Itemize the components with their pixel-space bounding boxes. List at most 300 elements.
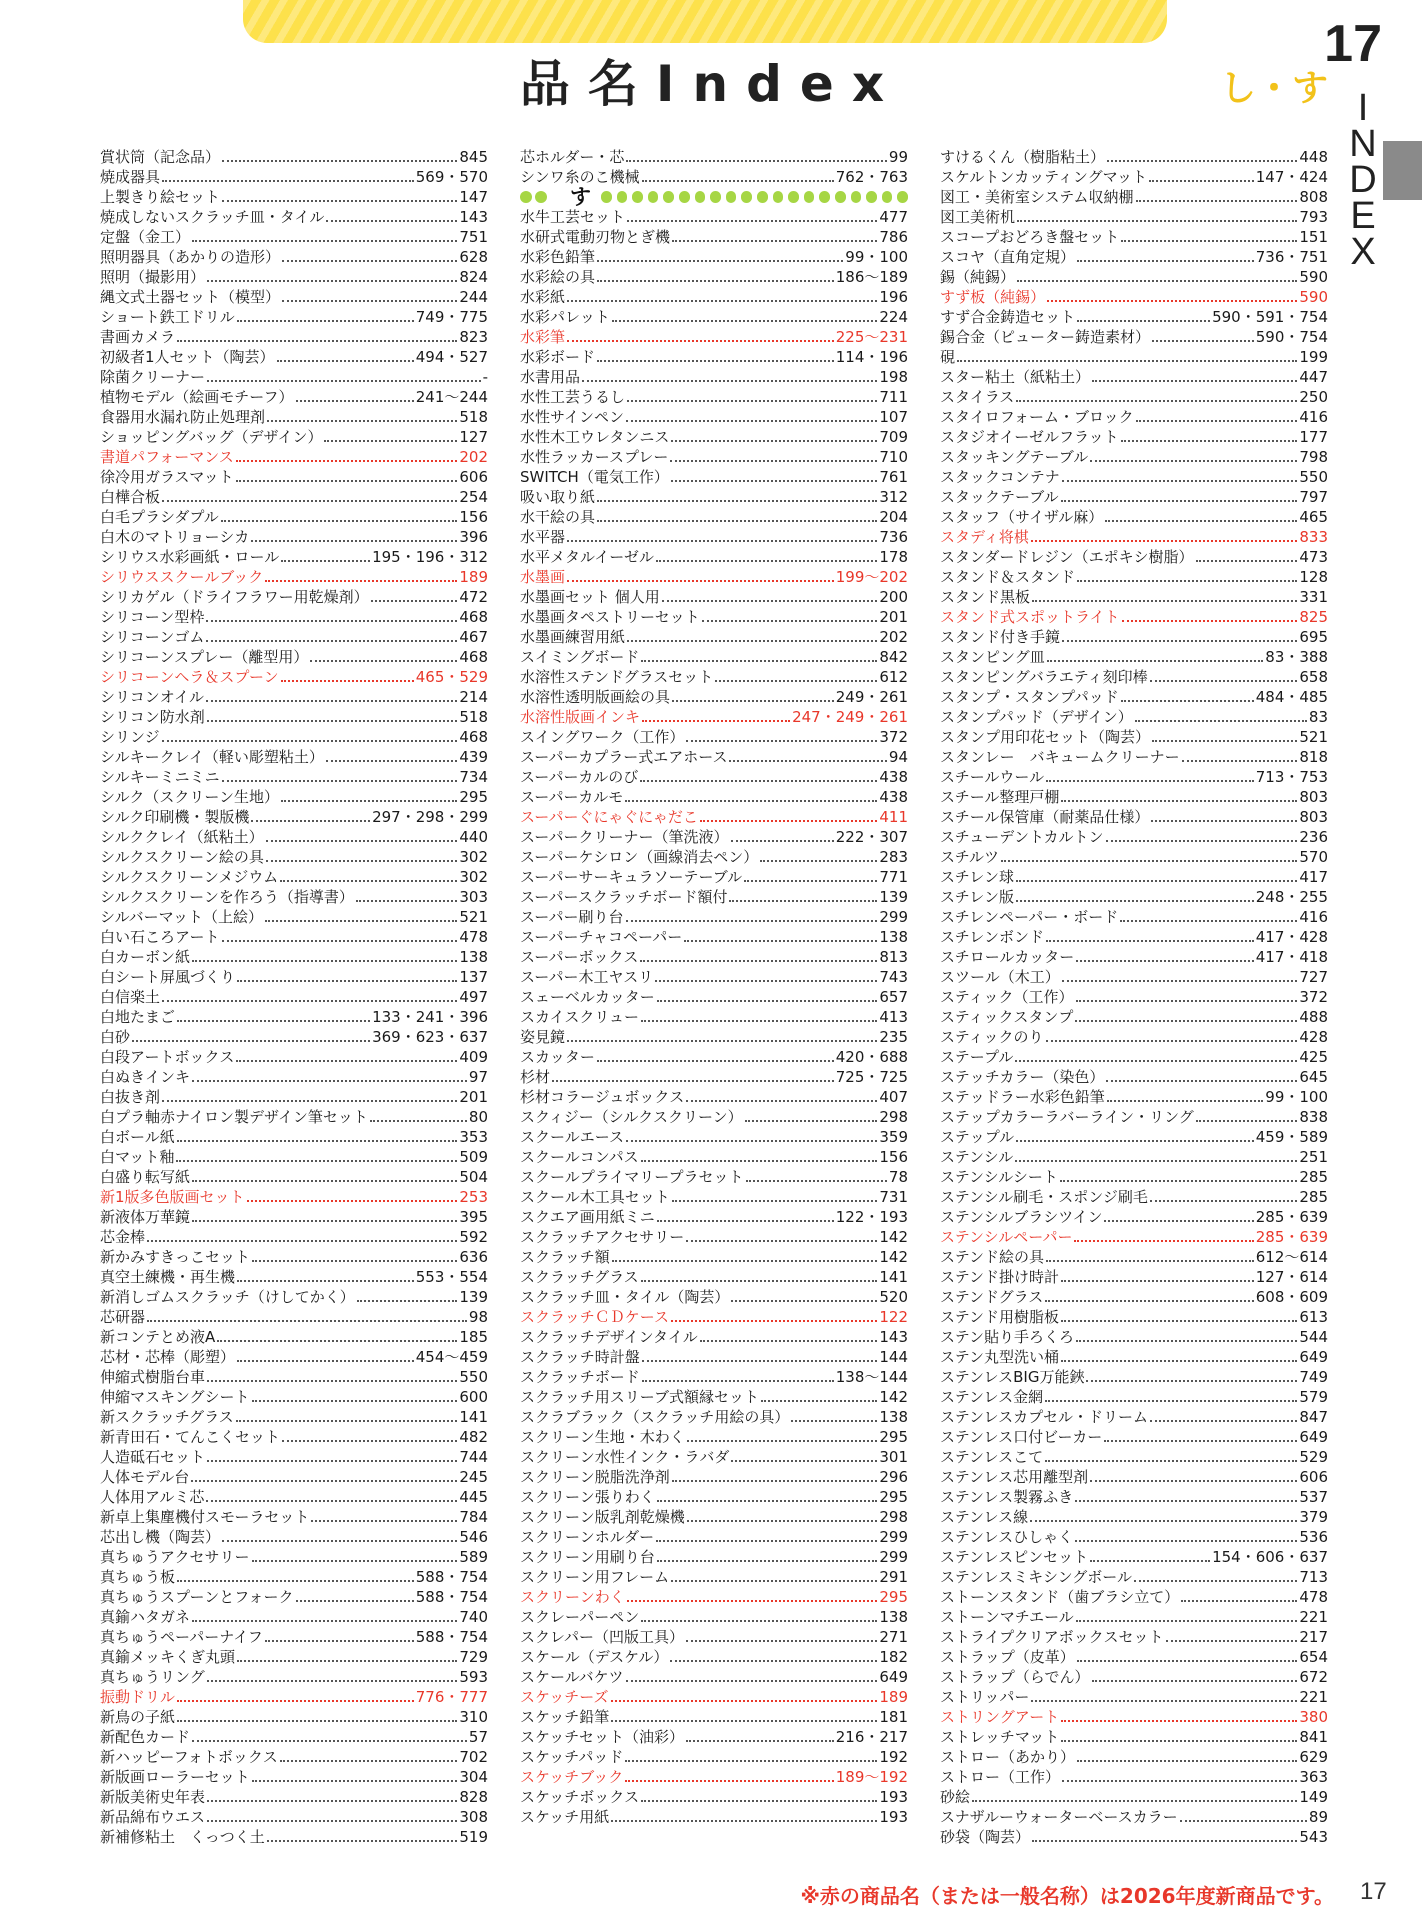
leader-dots — [177, 1580, 414, 1582]
index-entry — [520, 247, 908, 267]
leader-dots — [1104, 1440, 1297, 1442]
entry-page: 80 — [468, 1108, 488, 1126]
entry-name: ステップル — [940, 1128, 1015, 1146]
index-entry — [100, 747, 488, 767]
entry-name: 新品綿布ウエス — [100, 1808, 206, 1826]
entry-page: 254 — [459, 488, 488, 506]
entry-page: 537 — [1299, 1488, 1328, 1506]
leader-dots — [1045, 1400, 1297, 1402]
entry-page: 553・554 — [415, 1268, 488, 1286]
entry-name: 杉材 — [520, 1068, 551, 1086]
index-entry — [100, 687, 488, 707]
entry-page: 156 — [879, 1148, 908, 1166]
entry-name: 新版美術史年表 — [100, 1788, 206, 1806]
entry-page: 312 — [879, 488, 908, 506]
entry-name: スクラブラック（スクラッチ用絵の具） — [520, 1408, 790, 1426]
index-entry — [100, 1227, 488, 1247]
index-entry — [940, 167, 1328, 187]
entry-name: ステンレス線 — [940, 1508, 1029, 1526]
leader-dots — [1151, 820, 1297, 822]
index-entry — [520, 727, 908, 747]
index-entry — [520, 1067, 908, 1087]
leader-dots — [356, 900, 457, 902]
entry-page: 803 — [1299, 808, 1328, 826]
leader-dots — [280, 1760, 458, 1762]
index-entry — [940, 1127, 1328, 1147]
index-entry — [940, 987, 1328, 1007]
index-entry — [100, 467, 488, 487]
entry-name: 白抜き剤 — [100, 1088, 161, 1106]
index-entry — [520, 1247, 908, 1267]
entry-name: スナザルーウォーターベースカラー — [940, 1808, 1178, 1826]
leader-dots — [267, 1840, 458, 1842]
index-entry — [100, 327, 488, 347]
entry-page: 838 — [1299, 1108, 1328, 1126]
entry-name: ステンド掛け時計 — [940, 1268, 1059, 1286]
index-entry — [100, 807, 488, 827]
entry-name: 図工美術机 — [940, 208, 1016, 226]
leader-dots — [731, 1300, 877, 1302]
entry-page: 786 — [879, 228, 908, 246]
entry-page: 798 — [1299, 448, 1328, 466]
leader-dots — [1030, 1520, 1297, 1522]
leader-dots — [1106, 1080, 1297, 1082]
index-entry — [100, 1027, 488, 1047]
leader-dots — [1136, 200, 1298, 202]
entry-page: 695 — [1299, 628, 1328, 646]
entry-name: スカイスクリュー — [520, 1008, 639, 1026]
index-entry — [940, 607, 1328, 627]
entry-page: 518 — [459, 408, 488, 426]
index-entry — [520, 1567, 908, 1587]
entry-page: 509 — [459, 1148, 488, 1166]
entry-name: スコープおどろき盤セット — [940, 228, 1120, 246]
entry-name: スクリーン生地・木わく — [520, 1428, 685, 1446]
leader-dots — [729, 760, 886, 762]
leader-dots — [1092, 1680, 1298, 1682]
leader-dots — [162, 1100, 457, 1102]
index-entry — [520, 387, 908, 407]
leader-dots — [597, 520, 877, 522]
index-entry — [100, 207, 488, 227]
index-entry — [100, 1547, 488, 1567]
index-entry — [520, 487, 908, 507]
entry-page: 657 — [879, 988, 908, 1006]
entry-name: ステンレスカプセル・ドリーム — [940, 1408, 1148, 1426]
index-entry — [520, 227, 908, 247]
entry-page: 221 — [1299, 1688, 1328, 1706]
entry-name: スケッチパッド — [520, 1748, 624, 1766]
leader-dots — [1150, 1420, 1297, 1422]
leader-dots — [281, 800, 457, 802]
entry-name: スクール木工具セット — [520, 1188, 670, 1206]
index-entry — [520, 1107, 908, 1127]
index-entry — [100, 587, 488, 607]
entry-name: シリコーンスプレー（離型用） — [100, 648, 309, 666]
entry-page: 467 — [459, 628, 488, 646]
index-entry — [100, 407, 488, 427]
index-entry — [940, 1807, 1328, 1827]
entry-name: 水牛工芸セット — [520, 208, 626, 226]
index-entry — [100, 967, 488, 987]
index-entry — [100, 1447, 488, 1467]
index-entry — [100, 1007, 488, 1027]
leader-dots — [192, 1620, 457, 1622]
entry-page: 734 — [459, 768, 488, 786]
leader-dots — [177, 1720, 457, 1722]
leader-dots — [251, 540, 457, 542]
entry-page: 478 — [1299, 1588, 1328, 1606]
index-entry — [100, 547, 488, 567]
entry-page: 519 — [459, 1828, 488, 1846]
index-entry — [520, 607, 908, 627]
entry-name: 人体用アルミ芯 — [100, 1488, 205, 1506]
entry-name: スタイラス — [940, 388, 1015, 406]
entry-name: シルクスクリーンを作ろう（指導書） — [100, 888, 354, 906]
index-entry — [940, 827, 1328, 847]
index-entry — [520, 447, 908, 467]
leader-dots — [761, 1400, 877, 1402]
index-entry — [940, 627, 1328, 647]
entry-page: 593 — [459, 1668, 488, 1686]
leader-dots — [206, 640, 457, 642]
entry-name: スクラッチ額 — [520, 1248, 610, 1266]
index-entry — [520, 667, 908, 687]
entry-name: スタッキングテーブル — [940, 448, 1089, 466]
leader-dots — [1045, 1300, 1254, 1302]
section-dots-right — [601, 191, 908, 203]
entry-name: ストーンマチエール — [940, 1608, 1074, 1626]
entry-page: 445 — [459, 1488, 488, 1506]
leader-dots — [672, 700, 834, 702]
entry-name: ストロー（あかり） — [940, 1748, 1076, 1766]
entry-page: 89 — [1308, 1808, 1328, 1826]
entry-name: シリコーンゴム — [100, 628, 205, 646]
index-entry — [940, 1447, 1328, 1467]
leader-dots — [277, 360, 414, 362]
leader-dots — [552, 1080, 834, 1082]
entry-page: 395 — [459, 1208, 488, 1226]
index-entry — [940, 1567, 1328, 1587]
index-entry — [520, 747, 908, 767]
entry-page: 749・775 — [415, 308, 488, 326]
entry-name: スタンプ用印花セット（陶芸） — [940, 728, 1151, 746]
index-entry — [520, 647, 908, 667]
entry-page: 299 — [879, 908, 908, 926]
entry-name: 人体モデル台 — [100, 1468, 190, 1486]
leader-dots — [686, 1240, 877, 1242]
index-entry — [100, 767, 488, 787]
entry-name: 白信楽土 — [100, 988, 161, 1006]
leader-dots — [176, 1160, 457, 1162]
entry-page: 304 — [459, 1768, 488, 1786]
leader-dots — [640, 780, 877, 782]
entry-name: 砂袋（陶芸） — [940, 1828, 1031, 1846]
leader-dots — [281, 680, 414, 682]
entry-page: 784 — [459, 1508, 488, 1526]
entry-name: 新版画ローラーセット — [100, 1768, 250, 1786]
index-entry — [520, 1287, 908, 1307]
entry-name: すず合金鋳造セット — [940, 308, 1076, 326]
entry-page: 590 — [1299, 288, 1328, 306]
leader-dots — [1016, 1140, 1254, 1142]
leader-dots — [192, 1220, 457, 1222]
entry-page: 204 — [879, 508, 908, 526]
entry-name: 白カーボン紙 — [100, 948, 191, 966]
index-entry — [940, 1407, 1328, 1427]
entry-page: 217 — [1299, 1628, 1328, 1646]
leader-dots — [1107, 1100, 1264, 1102]
index-entry — [100, 1567, 488, 1587]
entry-name: ストライプクリアボックスセット — [940, 1628, 1164, 1646]
entry-name: すず板（純錫） — [940, 288, 1046, 306]
entry-name: スイングワーク（工作） — [520, 728, 685, 746]
index-entry — [100, 1747, 488, 1767]
entry-name: 白樺合板 — [100, 488, 161, 506]
entry-page: 185 — [459, 1328, 488, 1346]
entry-page: 484・485 — [1255, 688, 1328, 706]
entry-name: 水性サインペン — [520, 408, 624, 426]
entry-name: スター粘土（紙粘土） — [940, 368, 1091, 386]
index-entry — [100, 1647, 488, 1667]
entry-page: 142 — [879, 1388, 908, 1406]
entry-name: スーパーケシロン（画線消去ペン） — [520, 848, 759, 866]
leader-dots — [1120, 920, 1297, 922]
entry-page: 138～144 — [835, 1368, 908, 1386]
entry-name: スチューデントカルトン — [940, 828, 1104, 846]
entry-name: スタンダードレジン（エポキシ樹脂） — [940, 548, 1194, 566]
leader-dots — [1047, 660, 1264, 662]
entry-page: 413 — [879, 1008, 908, 1026]
index-entry — [520, 1167, 908, 1187]
index-entry — [940, 927, 1328, 947]
index-entry — [520, 627, 908, 647]
leader-dots — [1077, 1660, 1298, 1662]
index-entry — [100, 1287, 488, 1307]
entry-page: 672 — [1299, 1668, 1328, 1686]
entry-page: 98 — [468, 1308, 488, 1326]
entry-page: 142 — [879, 1228, 908, 1246]
entry-page: 762・763 — [835, 168, 908, 186]
entry-page: 588・754 — [415, 1568, 488, 1586]
entry-name: 照明（撮影用） — [100, 268, 206, 286]
index-entry — [940, 727, 1328, 747]
leader-dots — [147, 1320, 467, 1322]
entry-page: 713・753 — [1255, 768, 1328, 786]
entry-page: 295 — [879, 1428, 908, 1446]
leader-dots — [296, 1600, 414, 1602]
entry-name: スクリーンわく — [520, 1588, 625, 1606]
index-entry — [520, 1787, 908, 1807]
leader-dots — [207, 280, 457, 282]
leader-dots — [162, 500, 457, 502]
entry-name: スクリーン張りわく — [520, 1488, 655, 1506]
entry-page: 202 — [879, 628, 908, 646]
entry-name: 水性工芸うるし — [520, 388, 626, 406]
leader-dots — [177, 1140, 458, 1142]
entry-page: 649 — [1299, 1348, 1328, 1366]
leader-dots — [972, 1800, 1297, 1802]
leader-dots — [1015, 1060, 1297, 1062]
index-entry — [940, 847, 1328, 867]
leader-dots — [686, 1740, 834, 1742]
index-entry — [100, 1307, 488, 1327]
leader-dots — [641, 1800, 877, 1802]
entry-page: 417 — [1299, 868, 1328, 886]
entry-page: 114・196 — [835, 348, 908, 366]
entry-page: 143 — [459, 208, 488, 226]
leader-dots — [627, 220, 877, 222]
entry-page: 372 — [1299, 988, 1328, 1006]
leader-dots — [611, 1820, 877, 1822]
entry-name: 白マット釉 — [100, 1148, 175, 1166]
entry-name: スクラッチグラス — [520, 1268, 639, 1286]
entry-page: 613 — [1299, 1308, 1328, 1326]
index-entry — [100, 1327, 488, 1347]
leader-dots — [715, 680, 877, 682]
entry-page: 761 — [879, 468, 908, 486]
index-entry — [940, 1627, 1328, 1647]
leader-dots — [567, 540, 877, 542]
entry-page: 372 — [879, 728, 908, 746]
entry-name: スクィジー（シルクスクリーン） — [520, 1108, 743, 1126]
index-entry — [940, 247, 1328, 267]
index-entry — [100, 427, 488, 447]
leader-dots — [265, 920, 457, 922]
entry-name: 姿見鏡 — [520, 1028, 566, 1046]
index-entry — [520, 947, 908, 967]
entry-name: ストラップ（らでん） — [940, 1668, 1090, 1686]
entry-name: ステン貼り手ろくろ — [940, 1328, 1074, 1346]
entry-page: 813 — [879, 948, 908, 966]
leader-dots — [626, 1140, 877, 1142]
leader-dots — [1046, 1260, 1254, 1262]
leader-dots — [1075, 1500, 1297, 1502]
index-entry — [520, 1367, 908, 1387]
index-entry — [520, 847, 908, 867]
index-entry — [940, 1747, 1328, 1767]
index-entry — [940, 907, 1328, 927]
entry-page: 544 — [1299, 1328, 1328, 1346]
entry-page: 199～202 — [835, 568, 908, 586]
entry-name: 芯ホルダー・芯 — [520, 148, 625, 166]
leader-dots — [1150, 1200, 1298, 1202]
index-entry — [100, 1667, 488, 1687]
entry-page: 177 — [1299, 428, 1328, 446]
index-entry — [520, 1307, 908, 1327]
entry-page: 122・193 — [835, 1208, 908, 1226]
index-entry — [940, 507, 1328, 527]
entry-name: ステッドラー水彩色鉛筆 — [940, 1088, 1105, 1106]
entry-name: スタディ将棋 — [940, 528, 1029, 546]
index-entry — [520, 767, 908, 787]
entry-name: 縄文式土器セット（模型） — [100, 288, 281, 306]
entry-name: スクラッチ時計盤 — [520, 1348, 640, 1366]
index-entry — [100, 167, 488, 187]
entry-page: 137 — [459, 968, 488, 986]
leader-dots — [237, 320, 414, 322]
index-entry — [100, 367, 488, 387]
entry-page: 128 — [1299, 568, 1328, 586]
entry-name: スタイロフォーム・ブロック — [940, 408, 1134, 426]
entry-name: スクレパー（凹版工具） — [520, 1628, 684, 1646]
leader-dots — [627, 400, 877, 402]
entry-page: 731 — [879, 1188, 908, 1206]
entry-page: 285・639 — [1255, 1208, 1328, 1226]
entry-name: ステンシル — [940, 1148, 1014, 1166]
index-letter: N — [1349, 123, 1377, 165]
entry-page: 301 — [879, 1448, 908, 1466]
entry-page: 302 — [459, 868, 488, 886]
entry-page: 590 — [1299, 268, 1328, 286]
entry-name: スケルトンカッティングマット — [940, 168, 1148, 186]
entry-name: 芯出し機（陶芸） — [100, 1528, 221, 1546]
leader-dots — [627, 640, 877, 642]
entry-page: 192 — [879, 1748, 908, 1766]
leader-dots — [1031, 540, 1298, 542]
leader-dots — [1061, 800, 1297, 802]
leader-dots — [656, 560, 877, 562]
entry-name: 水墨画練習用紙 — [520, 628, 626, 646]
entry-page: 94 — [888, 748, 908, 766]
index-entry — [520, 567, 908, 587]
entry-page: 628 — [459, 248, 488, 266]
entry-page: 253 — [459, 1188, 488, 1206]
entry-name: スェーベルカッター — [520, 988, 655, 1006]
entry-name: スケッチ用紙 — [520, 1808, 610, 1826]
leader-dots — [265, 580, 457, 582]
entry-page: 291 — [879, 1568, 908, 1586]
entry-name: スーパーチャコペーパー — [520, 928, 683, 946]
index-entry — [520, 307, 908, 327]
entry-page: 645 — [1299, 1068, 1328, 1086]
entry-page: 189～192 — [835, 1768, 908, 1786]
entry-name: 水性ラッカースプレー — [520, 448, 669, 466]
index-entry — [100, 727, 488, 747]
entry-name: ステップカラーラバーライン・リング — [940, 1108, 1194, 1126]
entry-name: 徐冷用ガラスマット — [100, 468, 234, 486]
index-entry — [940, 587, 1328, 607]
entry-page: 396 — [459, 528, 488, 546]
entry-page: 842 — [879, 648, 908, 666]
index-entry — [100, 1707, 488, 1727]
entry-page: 133・241・396 — [372, 1008, 488, 1026]
entry-page: 600 — [459, 1388, 488, 1406]
entry-name: シリウス水彩画紙・ロール — [100, 548, 280, 566]
page-title: 品名Index — [519, 55, 903, 113]
entry-name: 定盤（金工） — [100, 228, 191, 246]
leader-dots — [642, 1380, 834, 1382]
index-entry — [100, 267, 488, 287]
index-entry — [520, 1147, 908, 1167]
entry-page: 713 — [1299, 1568, 1328, 1586]
leader-dots — [641, 1160, 878, 1162]
entry-page: 299 — [879, 1528, 908, 1546]
entry-name: 伸縮式樹脂台車 — [100, 1368, 206, 1386]
entry-name: 真ちゅうペーパーナイフ — [100, 1628, 263, 1646]
index-entry — [520, 1207, 908, 1227]
leader-dots — [642, 1360, 878, 1362]
index-entry — [520, 167, 908, 187]
entry-page: 302 — [459, 848, 488, 866]
entry-name: スチール保管庫（耐薬品仕様） — [940, 808, 1150, 826]
entry-name: 新補修粘土 くっつく土 — [100, 1828, 265, 1846]
entry-name: 真ちゅうリング — [100, 1668, 205, 1686]
index-entry — [100, 1147, 488, 1167]
index-side-label — [1343, 87, 1383, 273]
index-entry — [940, 547, 1328, 567]
entry-name: ステンシルペーパー — [940, 1228, 1073, 1246]
